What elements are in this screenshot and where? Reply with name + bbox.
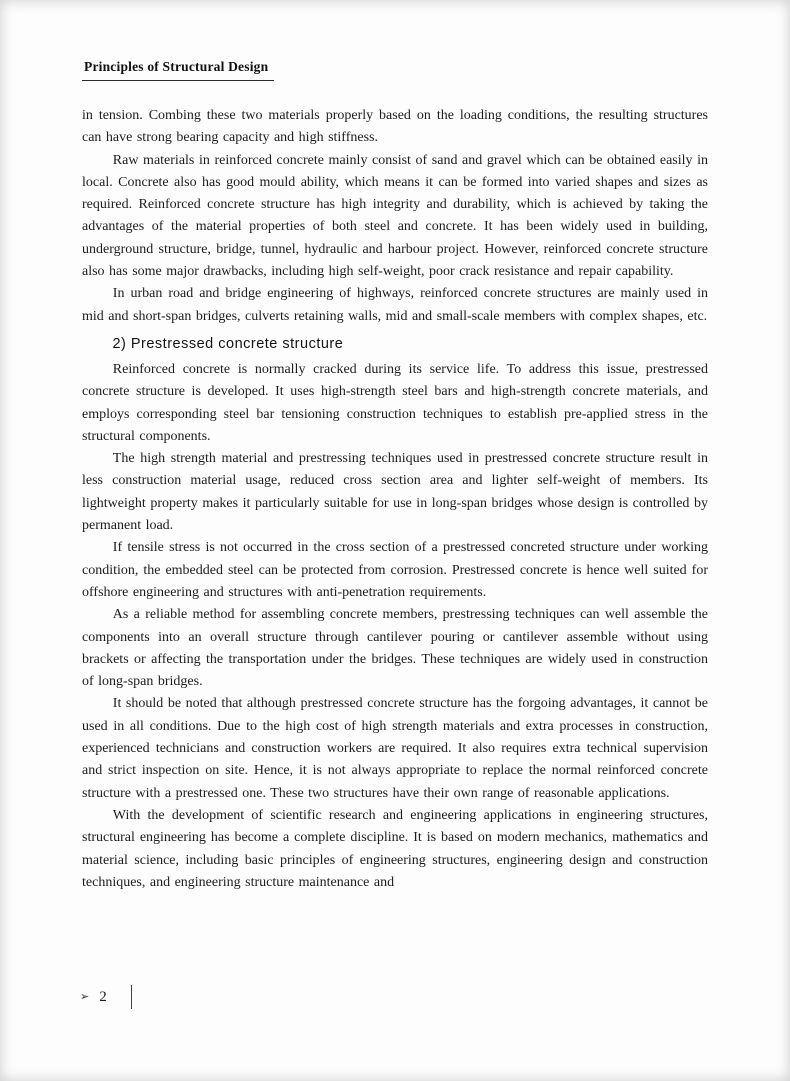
- page-footer: [80, 985, 132, 1009]
- footer-divider: [131, 985, 132, 1009]
- page-body: [82, 105, 708, 894]
- running-header-title: Principles of Structural Design: [82, 59, 274, 81]
- paragraph: The high strength material and prestressing techniques used in prestressed concrete structure result in less construction material usage, reduced cross section area and lighter self-weight of members. Its lightweight property makes it particularly suitable for use in long-span bridges whose design is controlled by permanent load.: [82, 451, 708, 534]
- paragraph: If tensile stress is not occurred in the cross section of a prestressed concreted structure under working condition, the embedded steel can be protected from corrosion. Prestressed concrete is hence well suited for offshore engineering and structures with anti-penetration requirements.: [82, 540, 708, 600]
- paragraph: In urban road and bridge engineering of highways, reinforced concrete structures are mainly used in mid and short-span bridges, culverts retaining walls, mid and small-scale members with complex shapes, etc.: [82, 286, 708, 324]
- paragraph: As a reliable method for assembling concrete members, prestressing techniques can well assemble the components into an overall structure through cantilever pouring or cantilever assemble without using brackets or affecting the transportation under the bridges. These techniques are widely used in construction of long-span bridges.: [82, 607, 708, 690]
- paragraph: Reinforced concrete is normally cracked during its service life. To address this issue, prestressed concrete structure is developed. It uses high-strength steel bars and high-strength concrete materials, and employs corresponding steel bar tensioning construction techniques to establish pre-applied stress in the structural components.: [82, 361, 708, 444]
- paragraph: With the development of scientific research and engineering applications in engineering structures, structural engineering has become a complete discipline. It is based on modern mechanics, mathematics and material science, including basic principles of engineering structures, engineering design and construction techniques, and engineering structure maintenance and: [82, 807, 708, 890]
- footer-arrow-icon: ➢: [80, 990, 90, 1003]
- paragraph-continuation: in tension. Combing these two materials properly based on the loading conditions, the resulting structures can have strong bearing capacity and high stiffness.: [82, 108, 708, 146]
- paragraph: It should be noted that although prestressed concrete structure has the forgoing advantages, it cannot be used in all conditions. Due to the high cost of high strength materials and extra processes in construction, experienced technicians and construction workers are required. It also requires extra technical supervision and strict inspection on site. Hence, it is not always appropriate to replace the normal reinforced concrete structure with a prestressed one. These two structures have their own range of reasonable applications.: [82, 696, 708, 801]
- page-header: [82, 58, 708, 81]
- section-heading: 2) Prestressed concrete structure: [112, 335, 344, 352]
- page-number: 2: [99, 988, 107, 1005]
- paragraph: Raw materials in reinforced concrete mainly consist of sand and gravel which can be obtained easily in local. Concrete also has good mould ability, which means it can be formed into varied shapes and sizes as required. Reinforced concrete structure has high integrity and durability, which is achieved by taking the advantages of the material properties of both steel and concrete. It has been widely used in building, underground structure, bridge, tunnel, hydraulic and harbour project. However, reinforced concrete structure also has some major drawbacks, including high self-weight, poor crack resistance and repair capability.: [82, 152, 708, 280]
